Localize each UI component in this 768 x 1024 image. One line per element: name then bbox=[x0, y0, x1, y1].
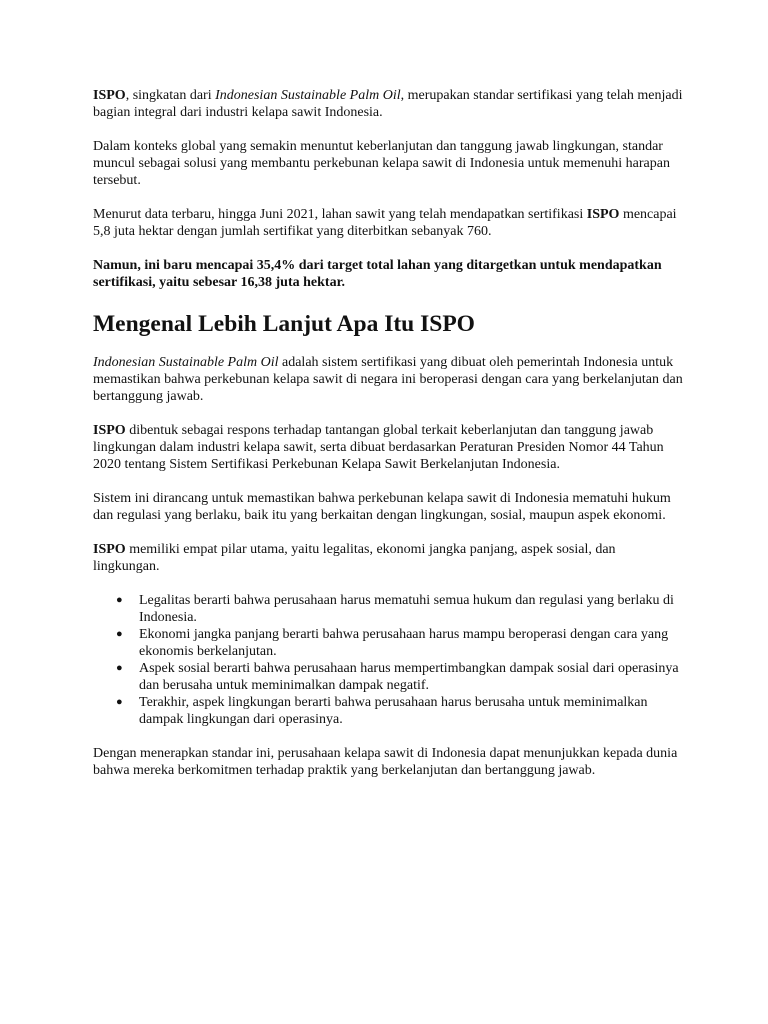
list-item bbox=[116, 592, 683, 626]
ispo-term: ISPO bbox=[93, 423, 126, 438]
text-run: Menurut data terbaru, hingga Juni 2021, lahan sawit yang telah mendapatkan sertifikasi bbox=[93, 207, 587, 222]
text-run: , singkatan dari bbox=[125, 88, 216, 103]
list-item bbox=[116, 660, 683, 694]
document-page bbox=[93, 87, 683, 796]
intro-paragraph-2: Dalam konteks global yang semakin menuntut keberlanjutan dan tanggung jawab lingkungan, standar muncul sebagai solusi yang membantu perkebunan kelapa sawit di Indonesia untuk memenuhi harapan tersebut. bbox=[93, 139, 670, 188]
text-run: dibentuk sebagai respons terhadap tantangan global terkait keberlanjutan dan tanggung jawab lingkungan dalam industri kelapa sawit, serta dibuat berdasarkan Peraturan Presiden Nomor 44 Tahun 2020 tentang Sistem Sertifikasi Perkebunan Kelapa Sawit Berkelanjutan Indonesia. bbox=[93, 423, 664, 472]
text-run: memiliki empat pilar utama, yaitu legalitas, ekonomi jangka panjang, aspek sosial, dan lingkungan. bbox=[93, 542, 616, 574]
ispo-term: ISPO bbox=[93, 542, 126, 557]
text-run: adalah sistem sertifikasi yang dibuat oleh pemerintah Indonesia untuk memastikan bahwa perkebunan kelapa sawit di negara ini beroperasi dengan cara yang berkelanjutan dan bertanggung jawab. bbox=[93, 355, 683, 404]
italic-term: Indonesian Sustainable Palm Oil bbox=[215, 88, 401, 103]
bullet-icon: ● bbox=[116, 628, 123, 640]
bullet-icon: ● bbox=[116, 696, 123, 708]
section-paragraph-5: Dengan menerapkan standar ini, perusahaan kelapa sawit di Indonesia dapat menunjukkan kepada dunia bahwa mereka berkomitmen terhadap praktik yang berkelanjutan dan bertanggung jawab. bbox=[93, 746, 678, 778]
section-heading: Mengenal Lebih Lanjut Apa Itu ISPO bbox=[93, 311, 475, 337]
section-paragraph-2 bbox=[93, 422, 683, 473]
bullet-icon: ● bbox=[116, 662, 123, 674]
ispo-term: ISPO bbox=[93, 88, 126, 103]
list-item-text: Terakhir, aspek lingkungan berarti bahwa perusahaan harus berusaha untuk meminimalkan dampak lingkungan dari operasinya. bbox=[139, 695, 648, 727]
bullet-icon: ● bbox=[116, 594, 123, 606]
section-paragraph-3: Sistem ini dirancang untuk memastikan bahwa perkebunan kelapa sawit di Indonesia mematuhi hukum dan regulasi yang berlaku, baik itu yang berkaitan dengan lingkungan, sosial, maupun aspek ekonomi. bbox=[93, 491, 671, 523]
section-paragraph-1 bbox=[93, 354, 683, 405]
list-item-text: Aspek sosial berarti bahwa perusahaan harus mempertimbangkan dampak sosial dari operasinya dan berusaha untuk meminimalkan dampak negatif. bbox=[139, 661, 679, 693]
italic-term: Indonesian Sustainable Palm Oil bbox=[93, 355, 279, 370]
pillar-list bbox=[93, 592, 683, 728]
list-item-text: Ekonomi jangka panjang berarti bahwa perusahaan harus mampu beroperasi dengan cara yang ekonomis berkelanjutan. bbox=[139, 627, 669, 659]
text-run: mencapai 5,8 juta hektar dengan jumlah sertifikat yang diterbitkan sebanyak 760. bbox=[93, 207, 677, 239]
list-item bbox=[116, 626, 683, 660]
section-paragraph-4 bbox=[93, 541, 683, 575]
intro-paragraph-4: Namun, ini baru mencapai 35,4% dari target total lahan yang ditargetkan untuk mendapatkan sertifikasi, yaitu sebesar 16,38 juta hektar. bbox=[93, 258, 662, 290]
list-item bbox=[116, 694, 683, 728]
ispo-term: ISPO bbox=[586, 207, 620, 222]
intro-paragraph-1 bbox=[93, 87, 683, 121]
list-item-text: Legalitas berarti bahwa perusahaan harus mematuhi semua hukum dan regulasi yang berlaku di Indonesia. bbox=[139, 593, 674, 625]
text-run: , merupakan standar sertifikasi yang telah menjadi bagian integral dari industri kelapa sawit Indonesia. bbox=[93, 88, 683, 120]
intro-paragraph-3 bbox=[93, 206, 683, 240]
